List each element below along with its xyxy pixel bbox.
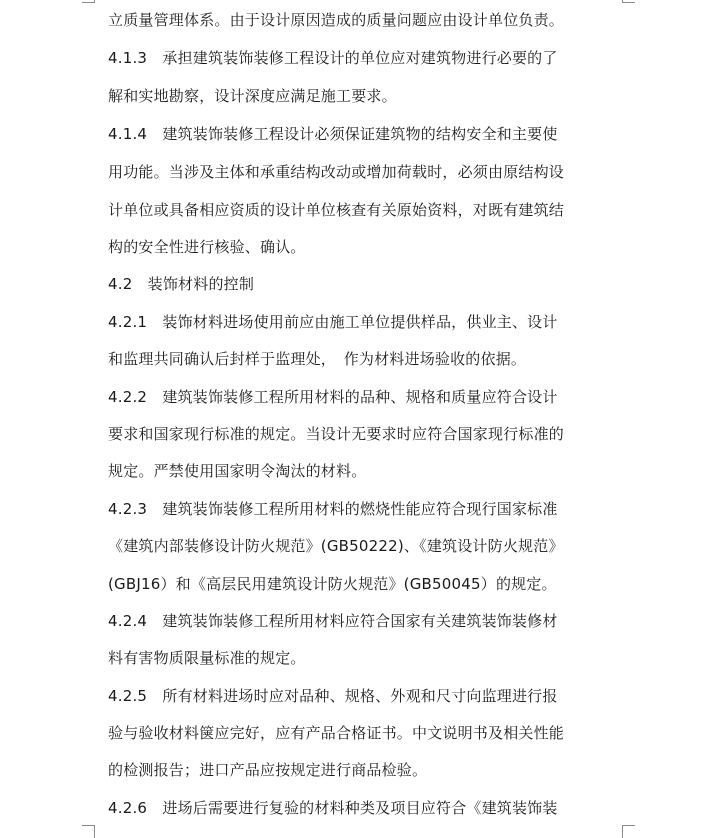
text-line: 计单位或具备相应资质的设计单位核查有关原始资料，对既有建筑结 bbox=[108, 201, 565, 219]
text-line: 4.2.3 建筑装饰装修工程所用材料的燃烧性能应符合现行国家标准 bbox=[108, 500, 558, 518]
text-line: 4.2.6 进场后需要进行复验的材料种类及项目应符合《建筑装饰装 bbox=[108, 799, 558, 817]
text-line: 4.2.5 所有材料进场时应对品种、规格、外观和尺寸向监理进行报 bbox=[108, 687, 558, 705]
text-line: 规定。严禁使用国家明令淘汰的材料。 bbox=[108, 462, 367, 480]
text-line: 4.1.3 承担建筑装饰装修工程设计的单位应对建筑物进行必要的了 bbox=[108, 49, 558, 67]
text-line: 4.2.4 建筑装饰装修工程所用材料应符合国家有关建筑装饰装修材 bbox=[108, 612, 558, 630]
text-line: 的检测报告；进口产品应按规定进行商品检验。 bbox=[108, 761, 428, 779]
text-line: 构的安全性进行核验、确认。 bbox=[108, 238, 306, 256]
text-line: 解和实地勘察，设计深度应满足施工要求。 bbox=[108, 87, 397, 105]
text-line: 和监理共同确认后封样于监理处， 作为材料进场验收的依据。 bbox=[108, 350, 527, 368]
text-line: 立质量管理体系。由于设计原因造成的质量问题应由设计单位负责。 bbox=[108, 11, 565, 29]
text-line: 4.2.1 装饰材料进场使用前应由施工单位提供样品，供业主、设计 bbox=[108, 313, 558, 331]
text-line: (GBJ16）和《高层民用建筑设计防火规范》(GB50045）的规定。 bbox=[108, 575, 557, 593]
text-line: 4.2.2 建筑装饰装修工程所用材料的品种、规格和质量应符合设计 bbox=[108, 388, 558, 406]
text-line: 料有害物质限量标准的规定。 bbox=[108, 649, 306, 667]
page-corner-mark-bottom-right bbox=[622, 825, 635, 838]
page-corner-mark-bottom-left bbox=[82, 825, 95, 838]
text-line: 用功能。当涉及主体和承重结构改动或增加荷载时，必须由原结构设 bbox=[108, 163, 565, 181]
page-corner-mark-top-left bbox=[82, 0, 95, 3]
text-line: 要求和国家现行标准的规定。当设计无要求时应符合国家现行标准的 bbox=[108, 425, 565, 443]
text-line: 4.1.4 建筑装饰装修工程设计必须保证建筑物的结构安全和主要使 bbox=[108, 125, 558, 143]
text-line: 《建筑内部装修设计防火规范》(GB50222)、《建筑设计防火规范》 bbox=[108, 537, 564, 555]
page-corner-mark-top-right bbox=[622, 0, 635, 3]
text-line: 验与验收材料箧应完好，应有产品合格证书。中文说明书及相关性能 bbox=[108, 724, 565, 742]
section-heading: 4.2 装饰材料的控制 bbox=[108, 275, 255, 293]
